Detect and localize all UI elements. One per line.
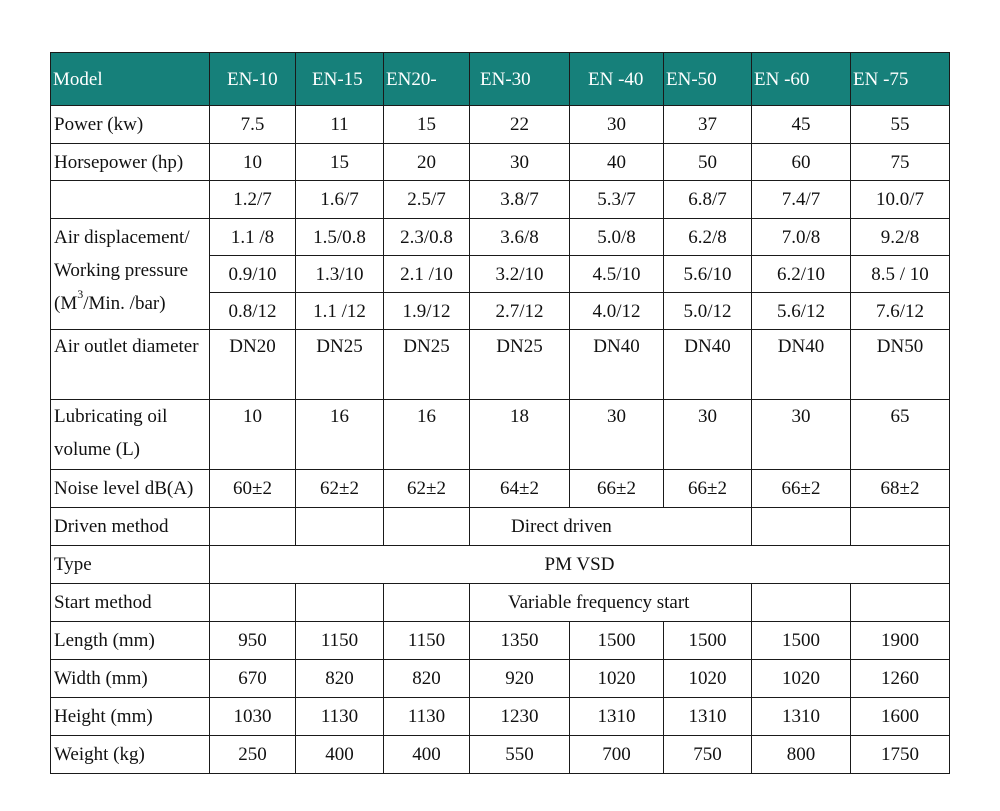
table-cell: 1.6/7 [296, 181, 384, 219]
table-cell: DN40 [664, 330, 752, 400]
row-label: Length (mm) [51, 622, 210, 660]
table-row [51, 736, 950, 774]
table-cell: 1020 [570, 660, 664, 698]
table-row [51, 584, 950, 622]
table-cell: 5.0/8 [570, 219, 664, 256]
table-cell: 700 [570, 736, 664, 774]
row-label: Type [51, 546, 210, 584]
table-cell: 3.6/8 [470, 219, 570, 256]
table-row [51, 144, 950, 181]
table-cell: 1.9/12 [384, 293, 470, 330]
table-cell: DN40 [570, 330, 664, 400]
table-cell: 0.9/10 [210, 256, 296, 293]
merged-cell: Direct driven [470, 508, 752, 546]
table-row [51, 622, 950, 660]
table-cell: 18 [470, 400, 570, 470]
table-cell: 1.2/7 [210, 181, 296, 219]
row-label-air-displacement [51, 219, 210, 330]
superscript: 3 [77, 287, 84, 301]
model-cell: EN -40 [570, 53, 664, 106]
table-cell: 400 [296, 736, 384, 774]
table-cell: 1.1 /8 [210, 219, 296, 256]
label-line: Working pressure [54, 260, 189, 281]
table-cell: 3.8/7 [470, 181, 570, 219]
table-cell: 55 [851, 106, 950, 144]
table-cell: 5.3/7 [570, 181, 664, 219]
table-cell: 5.0/12 [664, 293, 752, 330]
model-cell: EN20- [384, 53, 470, 106]
table-cell: 1150 [296, 622, 384, 660]
header-row [51, 53, 950, 106]
table-cell: DN25 [384, 330, 470, 400]
table-cell: 920 [470, 660, 570, 698]
table-cell: 37 [664, 106, 752, 144]
table-cell: 1900 [851, 622, 950, 660]
table-cell [296, 584, 384, 622]
model-cell: EN-10 [210, 53, 296, 106]
table-cell: 30 [570, 400, 664, 470]
table-cell: 5.6/10 [664, 256, 752, 293]
table-cell: 65 [851, 400, 950, 470]
table-cell: DN20 [210, 330, 296, 400]
table-cell: 11 [296, 106, 384, 144]
table-cell: 30 [570, 106, 664, 144]
label-part: /Min. /bar) [83, 293, 166, 314]
table-cell: 4.0/12 [570, 293, 664, 330]
table-cell: 10 [210, 144, 296, 181]
table-cell [210, 508, 296, 546]
table-cell: 1020 [752, 660, 851, 698]
table-cell: 66±2 [664, 470, 752, 508]
table-cell [851, 584, 950, 622]
table-cell: 800 [752, 736, 851, 774]
model-cell: EN -75 [851, 53, 950, 106]
table-cell: 1020 [664, 660, 752, 698]
table-cell: 1500 [752, 622, 851, 660]
table-cell: 62±2 [384, 470, 470, 508]
table-cell: 4.5/10 [570, 256, 664, 293]
table-cell: 1.3/10 [296, 256, 384, 293]
spec-table [50, 52, 950, 774]
table-cell: 1600 [851, 698, 950, 736]
row-label: Noise level dB(A) [51, 470, 210, 508]
table-cell: 68±2 [851, 470, 950, 508]
table-row [51, 181, 950, 219]
table-cell: 6.2/10 [752, 256, 851, 293]
table-cell: 1750 [851, 736, 950, 774]
table-row [51, 546, 950, 584]
row-label: Power (kw) [51, 106, 210, 144]
table-cell: 1350 [470, 622, 570, 660]
table-cell: 62±2 [296, 470, 384, 508]
table-cell: 64±2 [470, 470, 570, 508]
row-label [51, 181, 210, 219]
row-label: Weight (kg) [51, 736, 210, 774]
table-cell: 1030 [210, 698, 296, 736]
row-label: Lubricating oil volume (L) [51, 400, 210, 470]
table-row [51, 106, 950, 144]
table-cell: 10 [210, 400, 296, 470]
table-cell: 250 [210, 736, 296, 774]
model-label: Model [51, 53, 210, 106]
model-cell: EN-30 [470, 53, 570, 106]
table-row [51, 470, 950, 508]
table-cell: 1260 [851, 660, 950, 698]
label-line: Air displacement/ [54, 227, 190, 248]
table-cell: 1310 [664, 698, 752, 736]
table-cell: 1310 [570, 698, 664, 736]
row-label: Start method [51, 584, 210, 622]
table-cell: 3.2/10 [470, 256, 570, 293]
table-cell: 10.0/7 [851, 181, 950, 219]
table-cell: 820 [384, 660, 470, 698]
table-cell: 1.1 /12 [296, 293, 384, 330]
table-cell: 670 [210, 660, 296, 698]
merged-cell: PM VSD [210, 546, 950, 584]
table-cell: 1230 [470, 698, 570, 736]
table-cell: 950 [210, 622, 296, 660]
table-cell: 40 [570, 144, 664, 181]
table-cell: 30 [664, 400, 752, 470]
table-cell: 15 [384, 106, 470, 144]
row-label: Driven method [51, 508, 210, 546]
table-cell: 750 [664, 736, 752, 774]
table-cell: 400 [384, 736, 470, 774]
table-cell: 50 [664, 144, 752, 181]
table-cell [851, 508, 950, 546]
table-cell: 2.1 /10 [384, 256, 470, 293]
model-cell: EN-50 [664, 53, 752, 106]
table-cell: DN40 [752, 330, 851, 400]
row-label: Width (mm) [51, 660, 210, 698]
table-cell [384, 584, 470, 622]
table-row [51, 400, 950, 470]
table-cell [210, 584, 296, 622]
table-cell [752, 584, 851, 622]
table-cell: 66±2 [752, 470, 851, 508]
table-cell [384, 508, 470, 546]
table-cell: 7.0/8 [752, 219, 851, 256]
table-cell: 7.6/12 [851, 293, 950, 330]
table-cell: 60 [752, 144, 851, 181]
table-cell: 45 [752, 106, 851, 144]
table-cell: 1310 [752, 698, 851, 736]
label-line [54, 287, 209, 320]
merged-cell: Variable frequency start [470, 584, 752, 622]
table-cell: 1.5/0.8 [296, 219, 384, 256]
table-row [51, 219, 950, 256]
table-cell: 8.5 / 10 [851, 256, 950, 293]
table-cell: 820 [296, 660, 384, 698]
table-cell: 66±2 [570, 470, 664, 508]
table-row [51, 698, 950, 736]
table-cell: 20 [384, 144, 470, 181]
table-cell: 15 [296, 144, 384, 181]
table-cell: 7.4/7 [752, 181, 851, 219]
table-cell: 6.2/8 [664, 219, 752, 256]
table-cell: 7.5 [210, 106, 296, 144]
table-cell: 6.8/7 [664, 181, 752, 219]
model-cell: EN-15 [296, 53, 384, 106]
table-cell: 16 [384, 400, 470, 470]
table-cell: 16 [296, 400, 384, 470]
table-cell: 30 [470, 144, 570, 181]
table-cell: DN50 [851, 330, 950, 400]
table-cell: 1500 [570, 622, 664, 660]
model-cell: EN -60 [752, 53, 851, 106]
row-label: Air outlet diameter [51, 330, 210, 400]
table-cell: 9.2/8 [851, 219, 950, 256]
table-cell: 22 [470, 106, 570, 144]
table-cell: DN25 [470, 330, 570, 400]
row-label: Horsepower (hp) [51, 144, 210, 181]
table-cell: 1130 [384, 698, 470, 736]
table-cell: 60±2 [210, 470, 296, 508]
table-cell: 30 [752, 400, 851, 470]
table-cell: 2.3/0.8 [384, 219, 470, 256]
table-cell: 1150 [384, 622, 470, 660]
table-cell: 1130 [296, 698, 384, 736]
table-cell [296, 508, 384, 546]
table-cell: 75 [851, 144, 950, 181]
table-row [51, 508, 950, 546]
table-cell: 5.6/12 [752, 293, 851, 330]
table-row [51, 330, 950, 400]
table-cell: 0.8/12 [210, 293, 296, 330]
table-cell: 550 [470, 736, 570, 774]
label-part: (M [54, 293, 78, 314]
table-cell [752, 508, 851, 546]
table-row [51, 660, 950, 698]
table-cell: 2.5/7 [384, 181, 470, 219]
table-cell: DN25 [296, 330, 384, 400]
table-cell: 1500 [664, 622, 752, 660]
row-label: Height (mm) [51, 698, 210, 736]
table-cell: 2.7/12 [470, 293, 570, 330]
